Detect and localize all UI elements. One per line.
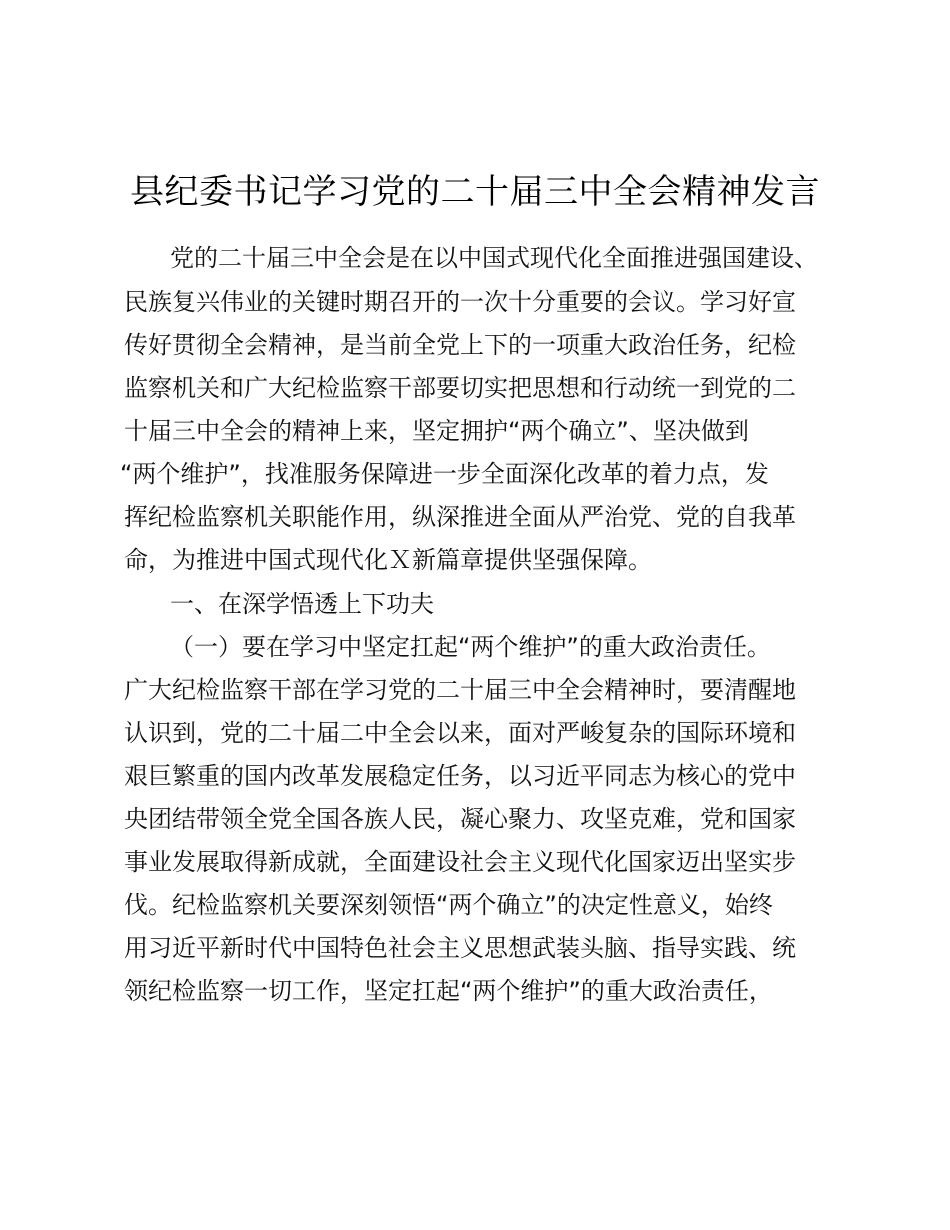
paragraph-line: 伐。纪检监察机关要深刻领悟“两个确立”的决定性意义，始终 xyxy=(124,891,773,919)
section-heading: 一、在深学悟透上下功夫 xyxy=(170,590,434,618)
paragraph-line: 党的二十届三中全会是在以中国式现代化全面推进强国建设、 xyxy=(170,244,818,272)
paragraph-line: 广大纪检监察干部在学习党的二十届三中全会精神时，要清醒地 xyxy=(124,676,796,704)
paragraph-line: 十届三中全会的精神上来，坚定拥护“两个确立”、坚决做到 xyxy=(124,417,749,445)
paragraph-line: 传好贯彻全会精神，是当前全党上下的一项重大政治任务，纪检 xyxy=(124,331,796,359)
paragraph-line: 事业发展取得新成就，全面建设社会主义现代化国家迈出坚实步 xyxy=(124,848,796,876)
paragraph-line: 监察机关和广大纪检监察干部要切实把思想和行动统一到党的二 xyxy=(124,374,796,402)
paragraph-line: 民族复兴伟业的关键时期召开的一次十分重要的会议。学习好宣 xyxy=(124,288,796,316)
paragraph-line: 挥纪检监察机关职能作用，纵深推进全面从严治党、党的自我革 xyxy=(124,503,796,531)
subsection-heading: （一）要在学习中坚定扛起“两个维护”的重大政治责任。 xyxy=(170,633,771,661)
paragraph-line: 领纪检监察一切工作，坚定扛起“两个维护”的重大政治责任， xyxy=(124,977,773,1005)
paragraph-line: 央团结带领全党全国各族人民，凝心聚力、攻坚克难，党和国家 xyxy=(124,805,796,833)
paragraph-line: 命，为推进中国式现代化Ｘ新篇章提供坚强保障。 xyxy=(124,546,652,574)
paragraph-line: 用习近平新时代中国特色社会主义思想武装头脑、指导实践、统 xyxy=(124,934,796,962)
document-title: 县纪委书记学习党的二十届三中全会精神发言 xyxy=(130,172,820,212)
paragraph-line: “两个维护”，找准服务保障进一步全面深化改革的着力点，发 xyxy=(120,460,769,488)
paragraph-line: 认识到，党的二十届二中全会以来，面对严峻复杂的国际环境和 xyxy=(124,719,796,747)
paragraph-line: 艰巨繁重的国内改革发展稳定任务，以习近平同志为核心的党中 xyxy=(124,762,796,790)
